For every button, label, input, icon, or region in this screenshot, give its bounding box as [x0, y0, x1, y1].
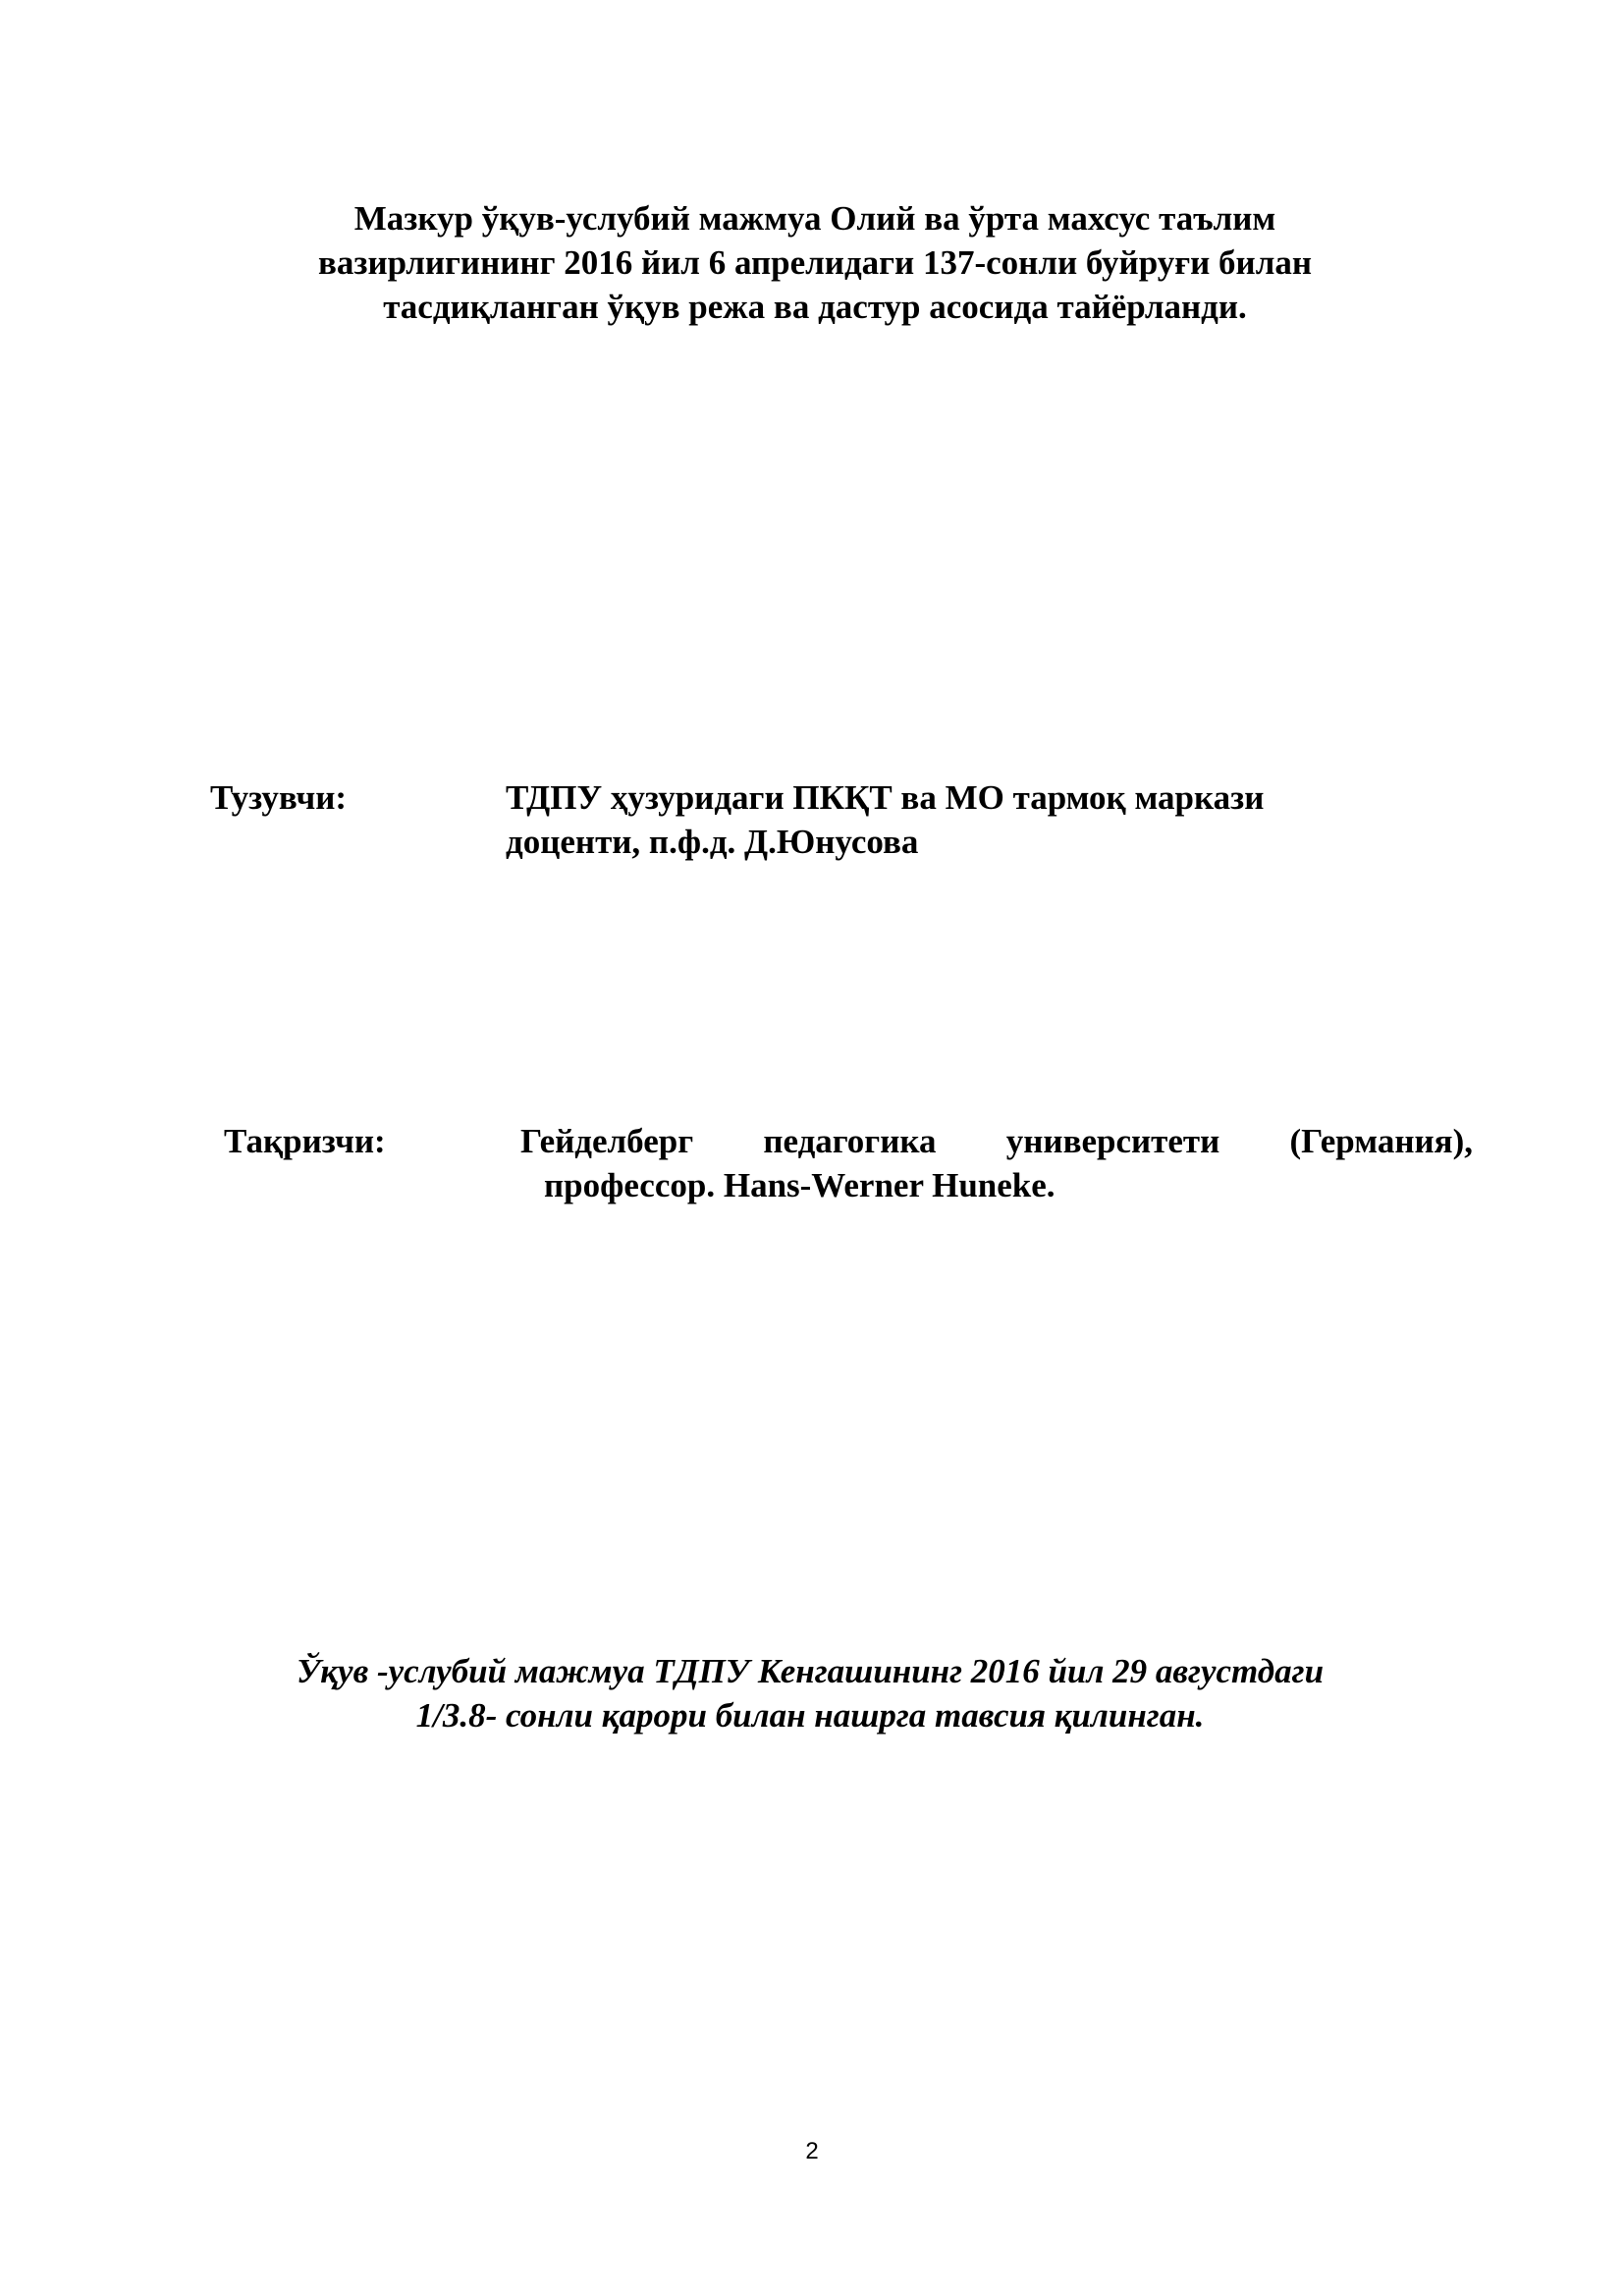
reviewer-details	[520, 1119, 1473, 1207]
compiler-label: Тузувчи:	[210, 778, 348, 817]
compiler-details-line: доценти, п.ф.д. Д.Юнусова	[506, 823, 919, 861]
recommendation-note	[196, 1649, 1424, 1737]
compiler-details	[506, 775, 1264, 864]
approval-statement-line: вазирлигининг 2016 йил 6 апрелидаги 137-сонли буйруғи билан	[318, 243, 1312, 282]
reviewer-word: педагогика	[763, 1122, 937, 1160]
reviewer-word: (Германия),	[1289, 1122, 1473, 1160]
reviewer-word: университети	[1005, 1122, 1220, 1160]
recommendation-note-line: 1/3.8- сонли қарори билан нашрга тавсия қилинган.	[415, 1696, 1205, 1735]
approval-statement	[236, 196, 1394, 329]
approval-statement-line: тасдиқланган ўқув режа ва дастур асосида тайёрланди.	[383, 288, 1247, 326]
reviewer-word: Гейделберг	[520, 1122, 694, 1160]
page-number: 2	[805, 2138, 819, 2164]
recommendation-note-line: Ўқув -услубий мажмуа ТДПУ Кенгашининг 2016 йил 29 августдаги	[296, 1652, 1325, 1690]
reviewer-details-line: профессор. Hans-Werner Huneke.	[544, 1166, 1056, 1204]
compiler-details-line: ТДПУ ҳузуридаги ПКҚТ ва МО тармоқ маркази	[506, 778, 1265, 817]
reviewer-details-line	[520, 1119, 1473, 1163]
reviewer-label: Тақризчи:	[224, 1122, 386, 1160]
approval-statement-line: Мазкур ўқув-услубий мажмуа Олий ва ўрта махсус таълим	[353, 199, 1276, 238]
